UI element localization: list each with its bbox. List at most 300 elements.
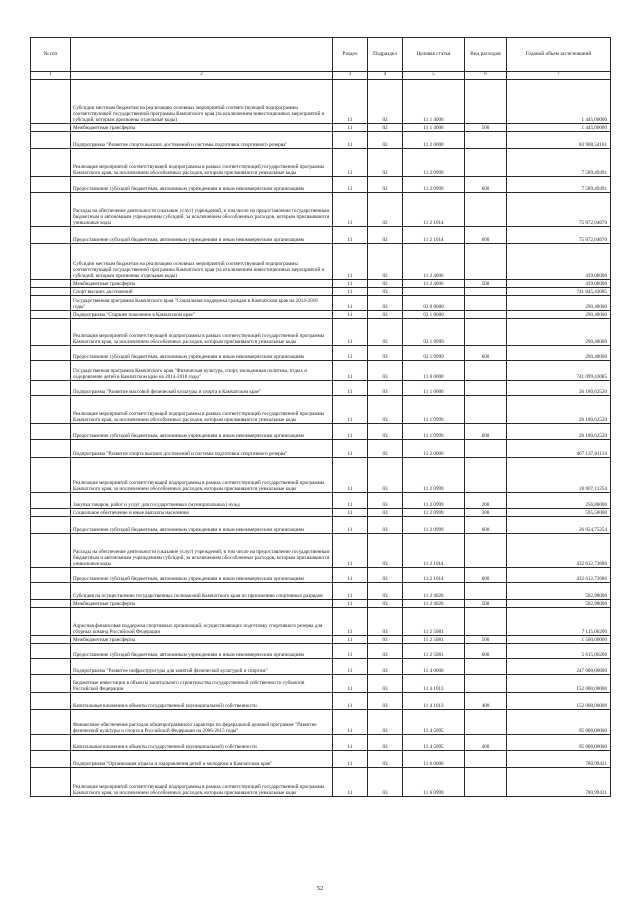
cell-subsection: 03 xyxy=(368,319,403,346)
cell-section: 11 xyxy=(333,568,368,583)
cell-expense-type xyxy=(465,319,507,346)
cell-subsection: 03 xyxy=(368,751,403,768)
cell-section: 11 xyxy=(333,193,368,227)
header-name xyxy=(71,38,333,72)
cell-expense-type xyxy=(465,80,507,124)
table-row xyxy=(31,361,611,381)
cell-num xyxy=(31,124,71,132)
cell-subsection: 03 xyxy=(368,517,403,534)
cell-article: 11 1 0999 xyxy=(403,396,465,424)
cell-name: Межбюджетные трансферты xyxy=(71,124,333,132)
cell-expense-type xyxy=(465,751,507,768)
table-row xyxy=(31,735,611,751)
cell-name: Субсидии местным бюджетам на реализацию основных мероприятий соответствующей подпрограммы соответствующей государственной программы Камчатского края (за исключением инвестиционных мероприятий и субсидий, которым присвоены отдельные коды) xyxy=(71,244,333,280)
cell-num xyxy=(31,636,71,644)
table-row xyxy=(31,132,611,149)
cell-subsection: 03 xyxy=(368,636,403,644)
cell-article: 11 4 5095 xyxy=(403,735,465,751)
cell-section: 11 xyxy=(333,177,368,193)
cell-article: 11 2 4020 xyxy=(403,583,465,600)
index-cell: 2 xyxy=(71,72,333,80)
cell-article: 11 6 0999 xyxy=(403,768,465,797)
cell-name: Предоставление субсидий бюджетным, автономным учреждениям и иным некоммерческим организациям xyxy=(71,227,333,244)
cell-article: 11 1 4006 xyxy=(403,124,465,132)
cell-name: Подпрограмма "Развитие массовой физической культуры и спорта в Камчатском крае" xyxy=(71,381,333,396)
cell-amount: 290,40000 xyxy=(507,346,611,361)
table-row xyxy=(31,227,611,244)
cell-section: 11 xyxy=(333,517,368,534)
table-row xyxy=(31,80,611,124)
cell-expense-type: 600 xyxy=(465,424,507,440)
cell-amount: 26 180,62520 xyxy=(507,381,611,396)
cell-article: 11 4 1013 xyxy=(403,675,465,693)
cell-expense-type xyxy=(465,768,507,797)
cell-amount: 595,50000 xyxy=(507,509,611,517)
cell-num xyxy=(31,509,71,517)
cell-article: 11 2 0999 xyxy=(403,177,465,193)
cell-amount: 7 115,06200 xyxy=(507,608,611,636)
cell-section: 11 xyxy=(333,768,368,797)
cell-name: Спорт высших достижений xyxy=(71,288,333,296)
cell-subsection: 02 xyxy=(368,193,403,227)
cell-subsection: 03 xyxy=(368,534,403,568)
cell-subsection: 03 xyxy=(368,693,403,710)
cell-num xyxy=(31,280,71,288)
cell-subsection: 03 xyxy=(368,396,403,424)
cell-num xyxy=(31,458,71,493)
table-row xyxy=(31,659,611,675)
index-cell: 7 xyxy=(507,72,611,80)
index-cell: 6 xyxy=(465,72,507,80)
cell-num xyxy=(31,346,71,361)
cell-expense-type xyxy=(465,296,507,311)
cell-article: 11 0 0000 xyxy=(403,361,465,381)
cell-num xyxy=(31,600,71,608)
cell-expense-type: 400 xyxy=(465,693,507,710)
cell-subsection: 03 xyxy=(368,608,403,636)
page-number: 52 xyxy=(316,885,324,892)
cell-section: 11 xyxy=(333,132,368,149)
table-row xyxy=(31,396,611,424)
cell-section: 11 xyxy=(333,636,368,644)
table-row xyxy=(31,568,611,583)
cell-expense-type xyxy=(465,659,507,675)
cell-num xyxy=(31,296,71,311)
cell-amount: 502,90000 xyxy=(507,583,611,600)
cell-amount: 83 908,54161 xyxy=(507,132,611,149)
cell-section: 11 xyxy=(333,227,368,244)
cell-subsection: 03 xyxy=(368,659,403,675)
cell-name: Реализация мероприятий соответствующей подпрограммы в рамках соответствующей государственной программы Камчатского края, за исключением обособленных расходов, которым присваиваются уникальные коды xyxy=(71,319,333,346)
cell-amount: 95 000,00000 xyxy=(507,735,611,751)
cell-amount: 75 872,04670 xyxy=(507,193,611,227)
table-row xyxy=(31,244,611,280)
cell-section: 11 xyxy=(333,608,368,636)
cell-amount: 432 612,73680 xyxy=(507,534,611,568)
cell-num xyxy=(31,440,71,458)
cell-subsection: 03 xyxy=(368,296,403,311)
table-row xyxy=(31,534,611,568)
cell-num xyxy=(31,149,71,177)
cell-name: Финансовое обеспечение расходов общепрограммного характера по федеральной целевой программе "Развитие физической культуры и спорта в Российской Федерации на 2006-2015 годы" xyxy=(71,710,333,735)
cell-expense-type xyxy=(465,396,507,424)
cell-amount: 95 000,00000 xyxy=(507,710,611,735)
cell-article: 11 2 4006 xyxy=(403,244,465,280)
cell-name: Межбюджетные трансферты xyxy=(71,636,333,644)
cell-amount: 502,90000 xyxy=(507,600,611,608)
cell-num xyxy=(31,396,71,424)
cell-subsection: 03 xyxy=(368,458,403,493)
cell-amount: 1 445,00000 xyxy=(507,80,611,124)
cell-subsection: 03 xyxy=(368,361,403,381)
cell-expense-type xyxy=(465,288,507,296)
cell-amount: 26 180,62520 xyxy=(507,396,611,424)
cell-section: 11 xyxy=(333,381,368,396)
cell-name: Расходы на обеспечение деятельности (оказание услуг) учреждений, в том числе на предоставление государственным бюджетным и автономным учреждениям субсидий, за исключением обособленных расходов, которым присваиваются уникальные коды xyxy=(71,193,333,227)
cell-num xyxy=(31,659,71,675)
cell-num xyxy=(31,644,71,659)
cell-article: 03 1 0999 xyxy=(403,346,465,361)
table-row xyxy=(31,288,611,296)
cell-expense-type xyxy=(465,583,507,600)
table-row xyxy=(31,440,611,458)
cell-article: 11 2 1014 xyxy=(403,534,465,568)
cell-section: 11 xyxy=(333,693,368,710)
table-row xyxy=(31,311,611,319)
cell-expense-type xyxy=(465,381,507,396)
cell-expense-type xyxy=(465,244,507,280)
header-article: Целевая статья xyxy=(403,38,465,72)
cell-name: Подпрограмма "Развитие спорта высших достижений и системы подготовки спортивного резерва" xyxy=(71,440,333,458)
budget-table xyxy=(30,37,611,797)
table-row xyxy=(31,493,611,509)
cell-amount: 5 615,06200 xyxy=(507,644,611,659)
cell-num xyxy=(31,608,71,636)
cell-section: 11 xyxy=(333,509,368,517)
cell-section: 11 xyxy=(333,296,368,311)
cell-section: 11 xyxy=(333,675,368,693)
cell-expense-type xyxy=(465,132,507,149)
cell-article: 03 1 0999 xyxy=(403,319,465,346)
cell-section: 11 xyxy=(333,280,368,288)
cell-num xyxy=(31,517,71,534)
cell-expense-type xyxy=(465,608,507,636)
cell-article: 11 4 0000 xyxy=(403,659,465,675)
cell-name: Капитальные вложения в объекты государственной (муниципальной) собственности xyxy=(71,735,333,751)
table-row xyxy=(31,319,611,346)
cell-article: 11 4 5095 xyxy=(403,710,465,735)
cell-name: Субсидии местным бюджетам на реализацию основных мероприятий соответствующей подпрограммы соответствующей государственной программы Камчатского края (за исключением инвестиционных мероприятий и субсидий, которым присвоены отдельные коды) xyxy=(71,80,333,124)
cell-article xyxy=(403,288,465,296)
cell-name: Предоставление субсидий бюджетным, автономным учреждениям и иным некоммерческим организациям xyxy=(71,424,333,440)
table-row xyxy=(31,693,611,710)
cell-name: Межбюджетные трансферты xyxy=(71,280,333,288)
cell-amount: 290,40000 xyxy=(507,311,611,319)
table-row xyxy=(31,608,611,636)
cell-section: 11 xyxy=(333,319,368,346)
cell-section: 11 xyxy=(333,244,368,280)
table-header-row xyxy=(31,38,611,72)
cell-section: 11 xyxy=(333,583,368,600)
cell-name: Реализация мероприятий соответствующей подпрограммы в рамках соответствующей государственной программы Камчатского края, за исключением обособленных расходов, которым присваиваются уникальные коды xyxy=(71,458,333,493)
cell-expense-type: 500 xyxy=(465,124,507,132)
cell-section: 11 xyxy=(333,534,368,568)
cell-amount: 741 845,43085 xyxy=(507,288,611,296)
cell-num xyxy=(31,675,71,693)
cell-num xyxy=(31,288,71,296)
cell-amount: 247 000,00000 xyxy=(507,659,611,675)
table-row xyxy=(31,296,611,311)
cell-expense-type: 500 xyxy=(465,636,507,644)
cell-expense-type xyxy=(465,534,507,568)
cell-num xyxy=(31,244,71,280)
cell-name: Капитальные вложения в объекты государственной (муниципальной) собственности xyxy=(71,693,333,710)
cell-num xyxy=(31,768,71,797)
header-expense-type: Вид расходов xyxy=(465,38,507,72)
cell-article: 11 2 1014 xyxy=(403,568,465,583)
cell-name: Расходы на обеспечение деятельности (оказание услуг) учреждений, в том числе на предоставление государственным бюджетным и автономным учреждениям субсидий, за исключением обособленных расходов, которым присваиваются уникальные коды xyxy=(71,534,333,568)
table-row xyxy=(31,583,611,600)
cell-subsection: 03 xyxy=(368,583,403,600)
cell-name: Государственная программа Камчатского края "Социальная поддержка граждан в Камчатском крае на 2014-2018 годы" xyxy=(71,296,333,311)
cell-section: 11 xyxy=(333,124,368,132)
cell-subsection: 03 xyxy=(368,440,403,458)
cell-section: 11 xyxy=(333,735,368,751)
cell-expense-type: 600 xyxy=(465,177,507,193)
cell-num xyxy=(31,710,71,735)
cell-expense-type: 300 xyxy=(465,509,507,517)
cell-num xyxy=(31,193,71,227)
table-row xyxy=(31,177,611,193)
header-subsection: Подраздел xyxy=(368,38,403,72)
cell-subsection: 03 xyxy=(368,675,403,693)
cell-amount: 432 612,73680 xyxy=(507,568,611,583)
cell-article: 11 2 0999 xyxy=(403,149,465,177)
cell-article: 11 4 1013 xyxy=(403,693,465,710)
cell-amount: 741 099,43085 xyxy=(507,361,611,381)
cell-amount: 7 589,49491 xyxy=(507,177,611,193)
table-row xyxy=(31,509,611,517)
cell-expense-type xyxy=(465,440,507,458)
cell-subsection: 02 xyxy=(368,80,403,124)
cell-subsection: 03 xyxy=(368,644,403,659)
header-num: № п/п xyxy=(31,38,71,72)
cell-subsection: 02 xyxy=(368,149,403,177)
cell-name: Предоставление субсидий бюджетным, автономным учреждениям и иным некоммерческим организациям xyxy=(71,568,333,583)
cell-amount: 290,40000 xyxy=(507,319,611,346)
cell-article: 11 2 5081 xyxy=(403,608,465,636)
cell-num xyxy=(31,534,71,568)
cell-expense-type xyxy=(465,149,507,177)
cell-section: 11 xyxy=(333,458,368,493)
cell-subsection: 03 xyxy=(368,381,403,396)
cell-article: 11 2 1014 xyxy=(403,193,465,227)
cell-amount: 152 000,00000 xyxy=(507,675,611,693)
cell-num xyxy=(31,568,71,583)
cell-subsection: 03 xyxy=(368,568,403,583)
cell-amount: 467 137,81134 xyxy=(507,440,611,458)
cell-name: Реализация мероприятий соответствующей подпрограммы в рамках соответствующей государственной программы Камчатского края, за исключением обособленных расходов, которым присваиваются уникальные коды xyxy=(71,768,333,797)
cell-name: Предоставление субсидий бюджетным, автономным учреждениям и иным некоммерческим организациям xyxy=(71,517,333,534)
cell-name: Адресная финансовая поддержка спортивных организаций, осуществляющих подготовку спортивного резерва для сборных команд Российской Федерации xyxy=(71,608,333,636)
table-row xyxy=(31,768,611,797)
cell-num xyxy=(31,693,71,710)
cell-section: 11 xyxy=(333,493,368,509)
cell-expense-type: 600 xyxy=(465,644,507,659)
header-amount: Годовой объем ассигнований xyxy=(507,38,611,72)
table-row xyxy=(31,193,611,227)
cell-article: 11 6 0000 xyxy=(403,751,465,768)
cell-num xyxy=(31,227,71,244)
cell-section: 11 xyxy=(333,710,368,735)
table-row xyxy=(31,280,611,288)
cell-subsection: 02 xyxy=(368,280,403,288)
cell-expense-type xyxy=(465,458,507,493)
cell-num xyxy=(31,583,71,600)
cell-num xyxy=(31,751,71,768)
cell-article: 11 2 4006 xyxy=(403,280,465,288)
table-body xyxy=(31,80,611,797)
cell-section: 11 xyxy=(333,440,368,458)
cell-expense-type xyxy=(465,361,507,381)
cell-expense-type: 600 xyxy=(465,568,507,583)
cell-article: 11 2 0999 xyxy=(403,509,465,517)
cell-num xyxy=(31,80,71,124)
cell-name: Подпрограмма "Организация отдыха и оздоровления детей и молодежи в Камчатском крае" xyxy=(71,751,333,768)
cell-amount: 7 589,49491 xyxy=(507,149,611,177)
cell-article: 11 2 4020 xyxy=(403,600,465,608)
cell-section: 11 xyxy=(333,396,368,424)
cell-name: Бюджетные инвестиции в объекты капитального строительства государственной собственности субъектов Российской Федерации xyxy=(71,675,333,693)
cell-expense-type: 500 xyxy=(465,600,507,608)
cell-article: 11 2 1014 xyxy=(403,227,465,244)
cell-amount: 1 500,00000 xyxy=(507,636,611,644)
cell-expense-type: 400 xyxy=(465,735,507,751)
cell-num xyxy=(31,381,71,396)
index-cell: 4 xyxy=(368,72,403,80)
cell-section: 11 xyxy=(333,288,368,296)
cell-article: 11 2 0000 xyxy=(403,132,465,149)
cell-article: 11 2 5081 xyxy=(403,644,465,659)
cell-amount: 439,00000 xyxy=(507,280,611,288)
index-cell: 1 xyxy=(31,72,71,80)
cell-name: Подпрограмма "Развитие спорта высших достижений и системы подготовки спортивного резерва" xyxy=(71,132,333,149)
cell-name: Государственная программа Камчатского края "Физическая культура, спорт, молодежная политика, отдых и оздоровление детей в Камчатском крае на 2014-2018 годы" xyxy=(71,361,333,381)
cell-subsection: 03 xyxy=(368,346,403,361)
cell-amount: 152 000,00000 xyxy=(507,693,611,710)
cell-expense-type: 600 xyxy=(465,346,507,361)
cell-article: 11 1 0999 xyxy=(403,424,465,440)
table-row xyxy=(31,424,611,440)
cell-amount: 780,99431 xyxy=(507,768,611,797)
table-index-row xyxy=(31,72,611,80)
cell-name: Подпрограмма "Развитие инфраструктуры для занятий физической культурой и спортом" xyxy=(71,659,333,675)
cell-expense-type: 600 xyxy=(465,227,507,244)
cell-num xyxy=(31,311,71,319)
cell-subsection: 02 xyxy=(368,124,403,132)
cell-subsection: 03 xyxy=(368,288,403,296)
budget-table-sheet xyxy=(30,37,610,797)
cell-num xyxy=(31,361,71,381)
table-row xyxy=(31,381,611,396)
cell-expense-type xyxy=(465,675,507,693)
cell-article: 11 1 4006 xyxy=(403,80,465,124)
index-cell: 3 xyxy=(333,72,368,80)
cell-name: Субсидия на осуществление государственных полномочий Камчатского края по присвоению спортивных разрядов xyxy=(71,583,333,600)
cell-subsection: 02 xyxy=(368,244,403,280)
cell-section: 11 xyxy=(333,149,368,177)
table-row xyxy=(31,675,611,693)
cell-subsection: 02 xyxy=(368,227,403,244)
cell-subsection: 03 xyxy=(368,424,403,440)
cell-amount: 75 872,04670 xyxy=(507,227,611,244)
cell-subsection: 02 xyxy=(368,177,403,193)
cell-section: 11 xyxy=(333,600,368,608)
cell-section: 11 xyxy=(333,311,368,319)
cell-section: 11 xyxy=(333,80,368,124)
table-row xyxy=(31,644,611,659)
cell-subsection: 03 xyxy=(368,600,403,608)
cell-article: 11 2 0999 xyxy=(403,458,465,493)
cell-name: Реализация мероприятий соответствующей подпрограммы в рамках соответствующей государственной программы Камчатского края, за исключением обособленных расходов, которым присваиваются уникальные коды xyxy=(71,396,333,424)
cell-name: Реализация мероприятий соответствующей подпрограммы в рамках соответствующей государственной программы Камчатского края, за исключением обособленных расходов, которым присваиваются уникальные коды xyxy=(71,149,333,177)
cell-name: Предоставление субсидий бюджетным, автономным учреждениям и иным некоммерческим организациям xyxy=(71,644,333,659)
cell-amount: 780,99431 xyxy=(507,751,611,768)
cell-amount: 1 445,00000 xyxy=(507,124,611,132)
cell-name: Социальное обеспечение и иные выплаты населению xyxy=(71,509,333,517)
cell-name: Закупка товаров, работ и услуг для государственных (муниципальных) нужд xyxy=(71,493,333,509)
cell-name: Предоставление субсидий бюджетным, автономным учреждениям и иным некоммерческим организациям xyxy=(71,346,333,361)
cell-section: 11 xyxy=(333,346,368,361)
cell-article: 11 2 0000 xyxy=(403,440,465,458)
table-row xyxy=(31,149,611,177)
cell-article: 11 2 0999 xyxy=(403,493,465,509)
cell-amount: 26 907,11254 xyxy=(507,458,611,493)
cell-num xyxy=(31,735,71,751)
cell-amount: 26 180,62520 xyxy=(507,424,611,440)
cell-amount: 290,40000 xyxy=(507,296,611,311)
cell-subsection: 03 xyxy=(368,493,403,509)
cell-section: 11 xyxy=(333,424,368,440)
cell-article: 03 1 0000 xyxy=(403,311,465,319)
cell-subsection: 02 xyxy=(368,132,403,149)
cell-article: 11 1 0000 xyxy=(403,381,465,396)
cell-subsection: 03 xyxy=(368,311,403,319)
index-cell: 5 xyxy=(403,72,465,80)
table-row xyxy=(31,346,611,361)
table-row xyxy=(31,458,611,493)
cell-name: Подпрограмма "Старшее поколение в Камчатском крае" xyxy=(71,311,333,319)
cell-expense-type xyxy=(465,193,507,227)
cell-amount: 26 054,75254 xyxy=(507,517,611,534)
cell-subsection: 03 xyxy=(368,509,403,517)
table-row xyxy=(31,710,611,735)
header-section: Раздел xyxy=(333,38,368,72)
cell-article: 03 0 0000 xyxy=(403,296,465,311)
cell-expense-type: 200 xyxy=(465,493,507,509)
cell-subsection: 03 xyxy=(368,710,403,735)
cell-section: 11 xyxy=(333,751,368,768)
table-row xyxy=(31,600,611,608)
cell-amount: 439,00000 xyxy=(507,244,611,280)
cell-amount: 256,86000 xyxy=(507,493,611,509)
cell-name: Предоставление субсидий бюджетным, автономным учреждениям и иным некоммерческим организациям xyxy=(71,177,333,193)
cell-num xyxy=(31,132,71,149)
cell-num xyxy=(31,319,71,346)
cell-expense-type xyxy=(465,311,507,319)
table-row xyxy=(31,517,611,534)
cell-article: 11 2 5081 xyxy=(403,636,465,644)
